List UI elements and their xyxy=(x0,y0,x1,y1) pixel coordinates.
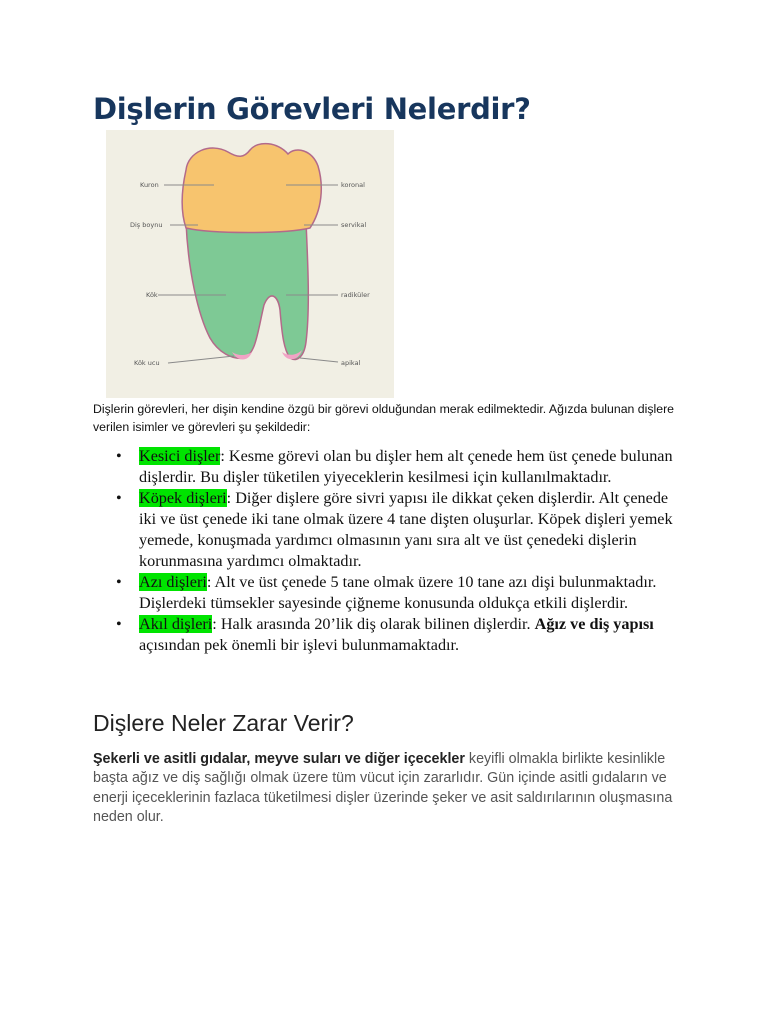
intro-text: Dişlerin görevleri, her dişin kendine özgü bir görevi olduğundan merak edilmektedir. Ağızda bulunan dişlere verilen isimler ve görevleri şu şekildedir: xyxy=(93,402,675,434)
label-apikal: apikal xyxy=(341,359,361,367)
tooth-diagram-svg xyxy=(106,130,394,398)
term-highlight: Köpek dişleri xyxy=(139,489,227,507)
para-text: keyifli olmakla birlikte kesinlikle başta ağız ve diş sağlığı olmak üzere tüm vücut için zararlıdır. Gün içinde asitli gıdaların ve enerji içeceklerinin fazlaca tüketilmesi dişler üzerinde şeker ve asit saldırılarının oluşmasına neden olur. xyxy=(93,751,673,825)
list-item xyxy=(116,572,676,614)
label-kuron: Kuron xyxy=(140,181,159,189)
label-dis-boynu: Diş boynu xyxy=(130,221,163,229)
label-servikal: servikal xyxy=(341,221,367,229)
bullet-icon: • xyxy=(116,447,122,465)
section-heading: Dişlere Neler Zarar Verir? xyxy=(93,710,354,736)
list-item xyxy=(116,446,676,488)
term-highlight: Akıl dişleri xyxy=(139,615,213,633)
para-bold: Şekerli ve asitli gıdalar, meyve suları ve diğer içecekler xyxy=(93,751,465,767)
label-kok: Kök xyxy=(146,291,158,299)
bullet-icon: • xyxy=(116,573,122,591)
bullet-icon: • xyxy=(116,489,122,507)
item-bold-text: Ağız ve diş yapısı xyxy=(534,615,654,633)
item-text: : Alt ve üst çenede 5 tane olmak üzere 10 tane azı dişi bulunmaktadır. Dişlerdeki tümsekler sayesinde çiğneme konusunda oldukça etkili dişlerdir. xyxy=(139,573,657,612)
tooth-diagram xyxy=(106,130,394,398)
item-text: : Kesme görevi olan bu dişler hem alt çenede hem üst çenede bulunan dişlerdir. Bu dişler tüketilen yiyeceklerin kesilmesi için kullanılmaktadır. xyxy=(139,447,673,486)
page-title: Dişlerin Görevleri Nelerdir? xyxy=(93,92,531,126)
label-koronal: koronal xyxy=(341,181,365,189)
list-item xyxy=(116,488,676,572)
harm-paragraph xyxy=(93,750,693,827)
list-item xyxy=(116,614,676,656)
label-radikuler: radiküler xyxy=(341,291,370,299)
item-text: : Halk arasında 20’lik diş olarak bilinen dişlerdir. xyxy=(212,615,535,633)
item-text-tail: açısından pek önemli bir işlevi bulunmamaktadır. xyxy=(139,636,460,654)
item-text: : Diğer dişlere göre sivri yapısı ile dikkat çeken dişlerdir. Alt çenede iki ve üst çenede iki tane olmak üzere 4 tane dişten oluşurlar. Köpek dişleri yemek yemede, konuşmada yardımcı olmasının yanı sıra alt ve üst çenedeki dişlerin korunmasına yardımcı olmaktadır. xyxy=(139,489,673,570)
label-kok-ucu: Kök ucu xyxy=(134,359,160,367)
term-highlight: Kesici dişler xyxy=(139,447,221,465)
tooth-crown xyxy=(182,144,321,233)
teeth-list xyxy=(116,446,676,656)
intro-paragraph xyxy=(93,400,693,436)
bullet-icon: • xyxy=(116,615,122,633)
term-highlight: Azı dişleri xyxy=(139,573,207,591)
